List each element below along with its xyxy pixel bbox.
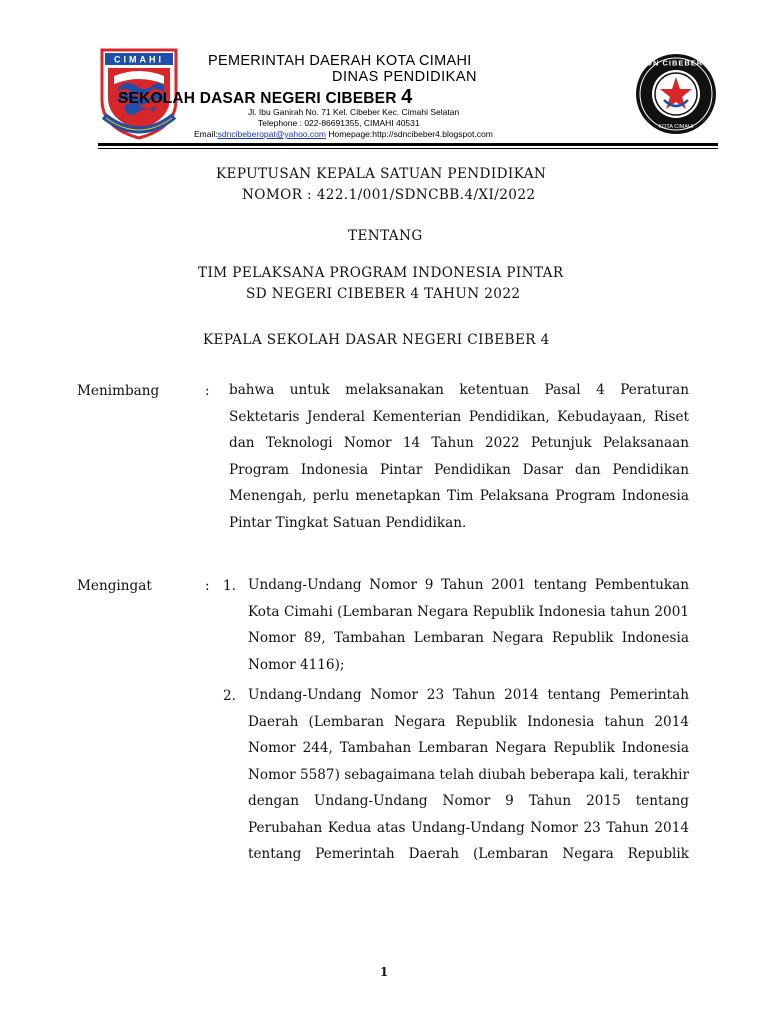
homepage-link[interactable]: http://sdncibeber4.blogspot.com [372,129,493,139]
letterhead-rule-thin [98,148,718,149]
school-contact [194,129,493,139]
decree-subject-line1: TIM PELAKSANA PROGRAM INDONESIA PINTAR [198,265,564,281]
mengingat-item-1 [248,572,689,678]
school-telephone: Telephone : 022-86691355, CIMAHI 40531 [258,118,420,128]
decree-title: KEPUTUSAN KEPALA SATUAN PENDIDIKAN [216,166,547,182]
letterhead [0,0,768,160]
decree-number: NOMOR : 422.1/001/SDNCBB.4/XI/2022 [242,187,536,203]
page-number: 1 [379,965,389,979]
school-name [118,86,412,109]
mengingat-item-number: 1. [223,578,236,594]
menimbang-colon: : [205,383,210,399]
mengingat-item-text: Undang-Undang Nomor 9 Tahun 2001 tentang Pembentukan Kota Cimahi (Lembaran Negara Republik Indonesia tahun 2001 Nomor 89, Tambahan Lembaran Negara Republik Indonesia Nomor 4116); [248,577,689,673]
mengingat-label: Mengingat [77,578,152,594]
mengingat-colon: : [205,578,210,594]
decree-subject-line2: SD NEGERI CIBEBER 4 TAHUN 2022 [246,286,521,302]
school-address: Jl. Ibu Ganirah No. 71 Kel. Cibeber Kec. Cimahi Selatan [248,107,460,117]
school-logo-text: SDN CIBEBER 4 [640,58,712,68]
email-link[interactable]: sdncibeberopat@yahoo.com [217,129,326,139]
letterhead-rule [98,143,718,146]
school-name-number: 4 [401,86,413,108]
cimahi-logo-text: CIMAHI [114,54,164,65]
decree-about-heading: TENTANG [348,228,423,244]
menimbang-label: Menimbang [77,383,160,399]
school-logo-subtext: KOTA CIMAHI [658,124,694,130]
government-name: PEMERINTAH DAERAH KOTA CIMAHI [208,53,472,69]
mengingat-item-2 [248,682,689,868]
school-name-main: SEKOLAH DASAR NEGERI CIBEBER [118,90,402,107]
school-logo [634,52,718,136]
mengingat-item-text: Undang-Undang Nomor 23 Tahun 2014 tentang Pemerintah Daerah (Lembaran Negara Republik Indonesia tahun 2014 Nomor 244, Tambahan Lembaran Negara Republik Indonesia Nomor 5587) sebagaimana telah diubah beberapa kali, terakhir dengan Undang-Undang Nomor 9 Tahun 2015 tentang Perubahan Kedua atas Undang-Undang Nomor 23 Tahun 2014 tentang Pemerintah Daerah (Lembaran Negara Republik [248,687,689,862]
office-name: DINAS PENDIDIKAN [332,69,477,85]
mengingat-item-number: 2. [223,688,236,704]
homepage-label: Homepage: [325,129,373,139]
menimbang-text: bahwa untuk melaksanakan ketentuan Pasal 4 Peraturan Sektetaris Jenderal Kementerian Pendidikan, Kebudayaan, Riset dan Teknologi Nomor 14 Tahun 2022 Petunjuk Pelaksanaan Program Indonesia Pintar Pendidikan Dasar dan Pendidikan Menengah, perlu menetapkan Tim Pelaksana Program Indonesia Pintar Tingkat Satuan Pendidikan. [229,382,689,531]
email-label: Email: [194,129,218,139]
decree-issuer: KEPALA SEKOLAH DASAR NEGERI CIBEBER 4 [203,332,550,348]
